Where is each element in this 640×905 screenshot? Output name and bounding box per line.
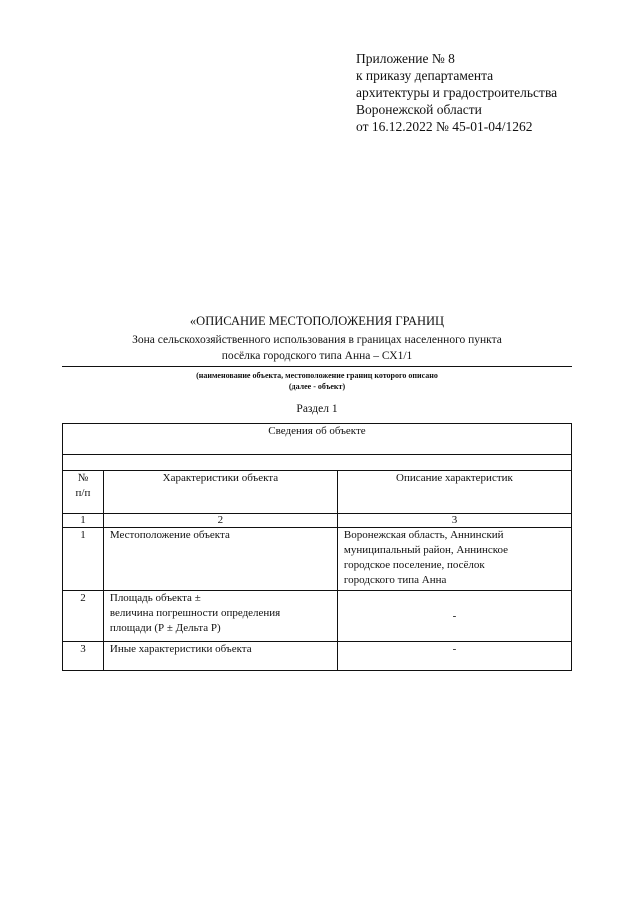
table-heading-row: [63, 424, 572, 455]
table-row: [63, 642, 572, 671]
column-header-row: [63, 471, 572, 514]
row-description: -: [337, 642, 571, 671]
row-characteristic: [103, 591, 337, 642]
col-header-num-line1: №: [77, 472, 89, 484]
object-info-table: [62, 423, 572, 671]
appendix-block: [356, 50, 557, 135]
appendix-line: от 16.12.2022 № 45-01-04/1262: [356, 119, 533, 134]
characteristic-line: величина погрешности определения: [109, 607, 281, 619]
characteristic-line: Площадь объекта ±: [109, 592, 201, 604]
col-index: 1: [63, 514, 104, 528]
document-header: [62, 313, 572, 416]
caption-line2: (далее - объект): [288, 382, 346, 391]
col-header-num: [63, 471, 104, 514]
object-name-line1: Зона сельскохозяйственного использования в границах населенного пункта: [132, 334, 502, 346]
description-line: городского типа Анна: [343, 574, 447, 586]
characteristic-line: площади (Р ± Дельта Р): [109, 622, 221, 634]
row-description: [337, 528, 571, 591]
row-description: -: [337, 591, 571, 642]
row-number: 2: [63, 591, 104, 642]
table-empty-row: [63, 455, 572, 471]
table-heading: Сведения об объекте: [63, 424, 572, 455]
object-name-line2: посёлка городского типа Анна – СХ1/1: [221, 350, 413, 362]
col-header-characteristics: Характеристики объекта: [103, 471, 337, 514]
underline-rule: [62, 366, 572, 367]
col-index: 3: [337, 514, 571, 528]
row-characteristic: Местоположение объекта: [103, 528, 337, 591]
caption-line1: (наименование объекта, местоположение границ которого описано: [196, 371, 438, 380]
col-index: 2: [103, 514, 337, 528]
section-label: Раздел 1: [296, 403, 338, 415]
row-number: 3: [63, 642, 104, 671]
description-line: муниципальный район, Аннинское: [343, 544, 509, 556]
appendix-line: Воронежской области: [356, 102, 482, 117]
appendix-line: к приказу департамента: [356, 68, 494, 83]
row-number: 1: [63, 528, 104, 591]
appendix-line: архитектуры и градостроительства: [356, 85, 558, 100]
row-characteristic: Иные характеристики объекта: [103, 642, 337, 671]
table-row: [63, 591, 572, 642]
column-index-row: [63, 514, 572, 528]
col-header-description: Описание характеристик: [337, 471, 571, 514]
document-title: «ОПИСАНИЕ МЕСТОПОЛОЖЕНИЯ ГРАНИЦ: [189, 314, 445, 328]
table-row: [63, 528, 572, 591]
appendix-line: Приложение № 8: [356, 51, 455, 66]
empty-cell: [63, 455, 572, 471]
description-line: Воронежская область, Аннинский: [343, 529, 504, 541]
col-header-num-line2: п/п: [75, 487, 91, 499]
description-line: городское поселение, посёлок: [343, 559, 485, 571]
